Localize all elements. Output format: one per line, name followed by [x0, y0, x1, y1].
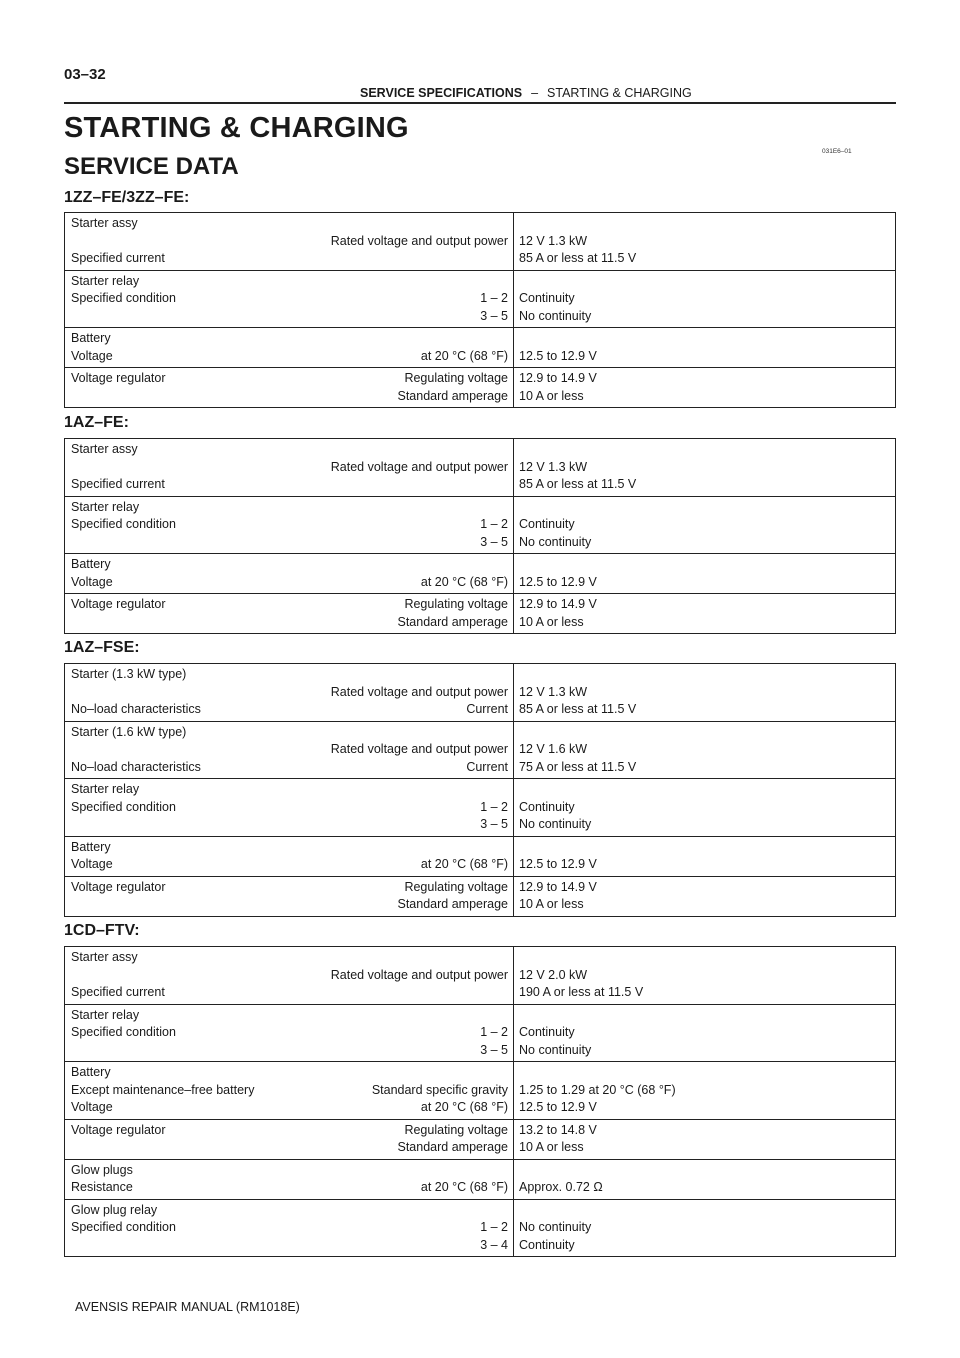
item-condition: 3 – 5	[480, 817, 508, 831]
spec-value: 12.9 to 14.9 V	[519, 597, 597, 611]
item-condition: Rated voltage and output power	[330, 742, 508, 756]
item-condition: 1 – 2	[480, 291, 508, 305]
spec-value: 12 V 1.3 kW	[519, 233, 588, 248]
spec-value: 12.9 to 14.9 V	[519, 879, 597, 894]
item-label: Starter relay	[71, 273, 140, 288]
spec-row	[65, 721, 896, 779]
spec-item-line	[71, 701, 508, 719]
item-label: Except maintenance–free battery	[71, 1082, 255, 1097]
spec-item-cell	[65, 664, 514, 722]
spec-row	[65, 664, 896, 722]
item-condition: at 20 °C (68 °F)	[420, 1180, 508, 1194]
spec-row	[65, 1159, 896, 1199]
spec-row	[65, 947, 896, 1005]
spec-item-cell	[65, 328, 514, 368]
spec-item-cell	[65, 836, 514, 876]
spec-value-cell	[514, 876, 896, 916]
item-label: Voltage	[71, 1100, 113, 1114]
spec-value	[519, 724, 890, 742]
item-label: Specified condition	[71, 517, 176, 531]
spec-value-cell	[514, 328, 896, 368]
spec-item-cell	[65, 1004, 514, 1062]
spec-item-line	[71, 1099, 508, 1117]
spec-item-line	[71, 459, 508, 477]
spec-value: No continuity	[519, 308, 592, 323]
item-condition: at 20 °C (68 °F)	[420, 348, 508, 363]
item-label: Starter relay	[71, 782, 140, 796]
spec-row	[65, 1119, 896, 1159]
spec-item-line	[71, 476, 508, 494]
spec-item-line	[71, 330, 508, 348]
item-condition: 1 – 2	[480, 1025, 508, 1039]
spec-value-cell	[514, 213, 896, 271]
item-condition: 1 – 2	[480, 517, 508, 531]
spec-value: Continuity	[519, 291, 575, 305]
item-condition: Rated voltage and output power	[330, 967, 508, 982]
spec-row	[65, 554, 896, 594]
spec-item-line	[71, 1219, 508, 1237]
item-label: Specified current	[71, 251, 165, 265]
spec-value	[519, 666, 890, 684]
spec-value-cell	[514, 1119, 896, 1159]
spec-item-line	[71, 759, 508, 777]
spec-value: No continuity	[519, 1042, 592, 1057]
header-topic: STARTING & CHARGING	[547, 86, 692, 100]
item-condition: Regulating voltage	[404, 1122, 508, 1137]
spec-item-cell	[65, 594, 514, 634]
spec-item-line	[71, 574, 508, 592]
spec-item-cell	[65, 496, 514, 554]
spec-row	[65, 1062, 896, 1120]
spec-value-cell	[514, 779, 896, 837]
spec-value	[519, 556, 890, 574]
spec-value: 10 A or less	[519, 897, 584, 911]
spec-item-line	[71, 596, 508, 614]
spec-item-line	[71, 984, 508, 1002]
spec-value: No continuity	[519, 817, 592, 831]
spec-item-line	[71, 1042, 508, 1060]
spec-item-line	[71, 290, 508, 308]
spec-item-line	[71, 799, 508, 817]
spec-value: 1.25 to 1.29 at 20 °C (68 °F)	[519, 1082, 676, 1097]
section-title-1az-fse: 1AZ–FSE:	[64, 639, 140, 656]
spec-item-cell	[65, 947, 514, 1005]
spec-item-line	[71, 1024, 508, 1042]
spec-value	[519, 499, 890, 517]
spec-item-cell	[65, 368, 514, 408]
item-label: Voltage regulator	[71, 597, 166, 611]
spec-item-line	[71, 1139, 508, 1157]
item-label: Starter assy	[71, 216, 138, 230]
spec-value: 12.5 to 12.9 V	[519, 857, 597, 871]
spec-item-line	[71, 1007, 508, 1025]
spec-value-cell	[514, 836, 896, 876]
spec-value-cell	[514, 368, 896, 408]
spec-value-cell	[514, 1004, 896, 1062]
footer: AVENSIS REPAIR MANUAL (RM1018E)	[75, 1300, 300, 1314]
spec-item-line	[71, 781, 508, 799]
spec-value-cell	[514, 270, 896, 328]
figure-code: 031E6–01	[822, 148, 852, 155]
spec-value: 12 V 2.0 kW	[519, 967, 588, 982]
spec-value: 12.5 to 12.9 V	[519, 348, 597, 363]
item-label: Specified condition	[71, 291, 176, 305]
spec-value	[519, 441, 890, 459]
item-label: Starter (1.6 kW type)	[71, 724, 187, 739]
spec-value: Continuity	[519, 1237, 575, 1252]
spec-item-cell	[65, 554, 514, 594]
spec-item-line	[71, 1064, 508, 1082]
spec-value	[519, 949, 890, 967]
item-condition: Rated voltage and output power	[330, 233, 508, 248]
spec-value	[519, 1064, 890, 1082]
item-label: Specified condition	[71, 1025, 176, 1039]
spec-item-line	[71, 348, 508, 366]
spec-item-cell	[65, 1119, 514, 1159]
item-condition: Current	[466, 702, 508, 716]
spec-row	[65, 213, 896, 271]
item-condition: Current	[466, 759, 508, 774]
spec-item-line	[71, 1082, 508, 1100]
spec-table-1cd-ftv	[64, 946, 896, 1257]
spec-row	[65, 328, 896, 368]
spec-item-line	[71, 556, 508, 574]
spec-item-line	[71, 724, 508, 742]
spec-value: Continuity	[519, 517, 575, 531]
spec-value	[519, 839, 890, 857]
item-label: Starter relay	[71, 1007, 140, 1022]
spec-item-line	[71, 684, 508, 702]
item-label: Battery	[71, 331, 111, 345]
spec-item-line	[71, 614, 508, 632]
spec-value-cell	[514, 721, 896, 779]
item-label: Voltage	[71, 348, 113, 363]
spec-item-line	[71, 839, 508, 857]
item-label: Specified current	[71, 985, 165, 999]
item-label: Starter (1.3 kW type)	[71, 667, 187, 681]
spec-value: No continuity	[519, 534, 592, 549]
spec-value-cell	[514, 594, 896, 634]
page-number: 03–32	[64, 66, 106, 83]
spec-item-line	[71, 666, 508, 684]
item-label: Battery	[71, 839, 111, 854]
spec-value-cell	[514, 1062, 896, 1120]
spec-item-line	[71, 388, 508, 406]
spec-item-cell	[65, 1199, 514, 1257]
spec-value-cell	[514, 439, 896, 497]
spec-value: 12.5 to 12.9 V	[519, 574, 597, 589]
spec-item-line	[71, 370, 508, 388]
item-label: No–load characteristics	[71, 759, 201, 774]
item-condition: 3 – 4	[480, 1237, 508, 1252]
section-title-1az-fe: 1AZ–FE:	[64, 414, 129, 431]
header-text	[360, 86, 692, 100]
spec-row	[65, 779, 896, 837]
spec-value: 85 A or less at 11.5 V	[519, 702, 637, 716]
item-label: Voltage regulator	[71, 879, 166, 894]
spec-item-line	[71, 499, 508, 517]
item-condition: Standard amperage	[397, 388, 508, 403]
item-label: Resistance	[71, 1180, 133, 1194]
spec-row	[65, 876, 896, 916]
spec-item-line	[71, 516, 508, 534]
spec-value: 13.2 to 14.8 V	[519, 1122, 597, 1137]
item-label: Battery	[71, 557, 111, 571]
item-label: Specified current	[71, 477, 165, 491]
spec-value	[519, 215, 890, 233]
spec-value	[519, 1162, 890, 1180]
spec-item-line	[71, 233, 508, 251]
page-subtitle: SERVICE DATA	[64, 153, 239, 180]
spec-value	[519, 1202, 890, 1220]
item-condition: Standard amperage	[397, 1140, 508, 1154]
spec-item-line	[71, 1202, 508, 1220]
item-label: Battery	[71, 1065, 111, 1079]
spec-row	[65, 368, 896, 408]
spec-value-cell	[514, 1199, 896, 1257]
spec-item-line	[71, 441, 508, 459]
spec-item-line	[71, 949, 508, 967]
spec-value-cell	[514, 1159, 896, 1199]
spec-item-line	[71, 534, 508, 552]
item-condition: 3 – 5	[480, 308, 508, 323]
spec-value: 85 A or less at 11.5 V	[519, 251, 637, 265]
item-label: Specified condition	[71, 799, 176, 814]
spec-value: 12 V 1.6 kW	[519, 742, 588, 756]
item-condition: 1 – 2	[480, 799, 508, 814]
spec-value	[519, 273, 890, 291]
page-title: STARTING & CHARGING	[64, 112, 409, 144]
spec-value: 12 V 1.3 kW	[519, 684, 588, 699]
item-label: Starter assy	[71, 442, 138, 456]
item-condition: Regulating voltage	[404, 371, 508, 385]
spec-item-line	[71, 879, 508, 897]
header-separator: –	[531, 86, 539, 100]
spec-item-line	[71, 1122, 508, 1140]
item-condition: 3 – 5	[480, 534, 508, 549]
spec-item-cell	[65, 1062, 514, 1120]
item-condition: 3 – 5	[480, 1042, 508, 1057]
spec-table-1az-fse	[64, 663, 896, 917]
running-header	[64, 86, 896, 104]
item-label: Voltage	[71, 857, 113, 871]
item-condition: Rated voltage and output power	[330, 684, 508, 699]
spec-item-cell	[65, 1159, 514, 1199]
item-condition: Standard specific gravity	[371, 1082, 508, 1097]
item-label: Starter relay	[71, 499, 140, 514]
spec-item-cell	[65, 270, 514, 328]
spec-item-line	[71, 1179, 508, 1197]
item-label: No–load characteristics	[71, 702, 201, 716]
section-title-1cd-ftv: 1CD–FTV:	[64, 922, 140, 939]
spec-item-line	[71, 273, 508, 291]
spec-row	[65, 270, 896, 328]
item-label: Glow plug relay	[71, 1202, 158, 1217]
spec-row	[65, 1004, 896, 1062]
spec-value: 10 A or less	[519, 1140, 584, 1154]
spec-row	[65, 496, 896, 554]
item-label: Starter assy	[71, 950, 138, 964]
spec-table-1zz	[64, 212, 896, 408]
item-condition: at 20 °C (68 °F)	[420, 1100, 508, 1114]
header-section: SERVICE SPECIFICATIONS	[360, 86, 523, 100]
spec-value	[519, 330, 890, 348]
spec-item-line	[71, 215, 508, 233]
spec-item-line	[71, 816, 508, 834]
item-label: Glow plugs	[71, 1162, 133, 1177]
spec-item-line	[71, 1162, 508, 1180]
spec-value: No continuity	[519, 1220, 592, 1234]
section-title-1zz: 1ZZ–FE/3ZZ–FE:	[64, 189, 190, 206]
spec-value: 12.9 to 14.9 V	[519, 371, 597, 385]
spec-item-line	[71, 896, 508, 914]
item-condition: Standard amperage	[397, 614, 508, 629]
spec-value-cell	[514, 496, 896, 554]
spec-value: 12 V 1.3 kW	[519, 459, 588, 474]
spec-value	[519, 781, 890, 799]
spec-row	[65, 1199, 896, 1257]
item-label: Voltage regulator	[71, 1122, 166, 1137]
item-condition: 1 – 2	[480, 1220, 508, 1234]
spec-value: Continuity	[519, 1025, 575, 1039]
spec-item-cell	[65, 721, 514, 779]
spec-row	[65, 439, 896, 497]
spec-item-line	[71, 308, 508, 326]
spec-item-line	[71, 967, 508, 985]
spec-item-line	[71, 1237, 508, 1255]
spec-value: Continuity	[519, 799, 575, 814]
spec-row	[65, 594, 896, 634]
spec-value: 190 A or less at 11.5 V	[519, 985, 644, 999]
spec-value: 12.5 to 12.9 V	[519, 1100, 597, 1114]
spec-item-cell	[65, 779, 514, 837]
spec-value: 75 A or less at 11.5 V	[519, 759, 637, 774]
spec-value: 10 A or less	[519, 388, 584, 403]
item-condition: at 20 °C (68 °F)	[420, 857, 508, 871]
item-label: Voltage regulator	[71, 371, 166, 385]
spec-value: 85 A or less at 11.5 V	[519, 477, 637, 491]
spec-value: 10 A or less	[519, 614, 584, 629]
spec-item-line	[71, 741, 508, 759]
spec-item-cell	[65, 439, 514, 497]
spec-item-cell	[65, 213, 514, 271]
spec-row	[65, 836, 896, 876]
item-label: Voltage	[71, 574, 113, 589]
spec-item-line	[71, 856, 508, 874]
spec-value	[519, 1007, 890, 1025]
spec-table-1az-fe	[64, 438, 896, 634]
spec-value: Approx. 0.72 Ω	[519, 1180, 603, 1194]
spec-item-line	[71, 250, 508, 268]
item-condition: Rated voltage and output power	[330, 459, 508, 474]
spec-item-cell	[65, 876, 514, 916]
item-condition: Regulating voltage	[404, 879, 508, 894]
spec-value-cell	[514, 554, 896, 594]
item-condition: Regulating voltage	[404, 597, 508, 611]
item-label: Specified condition	[71, 1220, 176, 1234]
spec-value-cell	[514, 947, 896, 1005]
item-condition: at 20 °C (68 °F)	[420, 574, 508, 589]
item-condition: Standard amperage	[397, 897, 508, 911]
spec-value-cell	[514, 664, 896, 722]
